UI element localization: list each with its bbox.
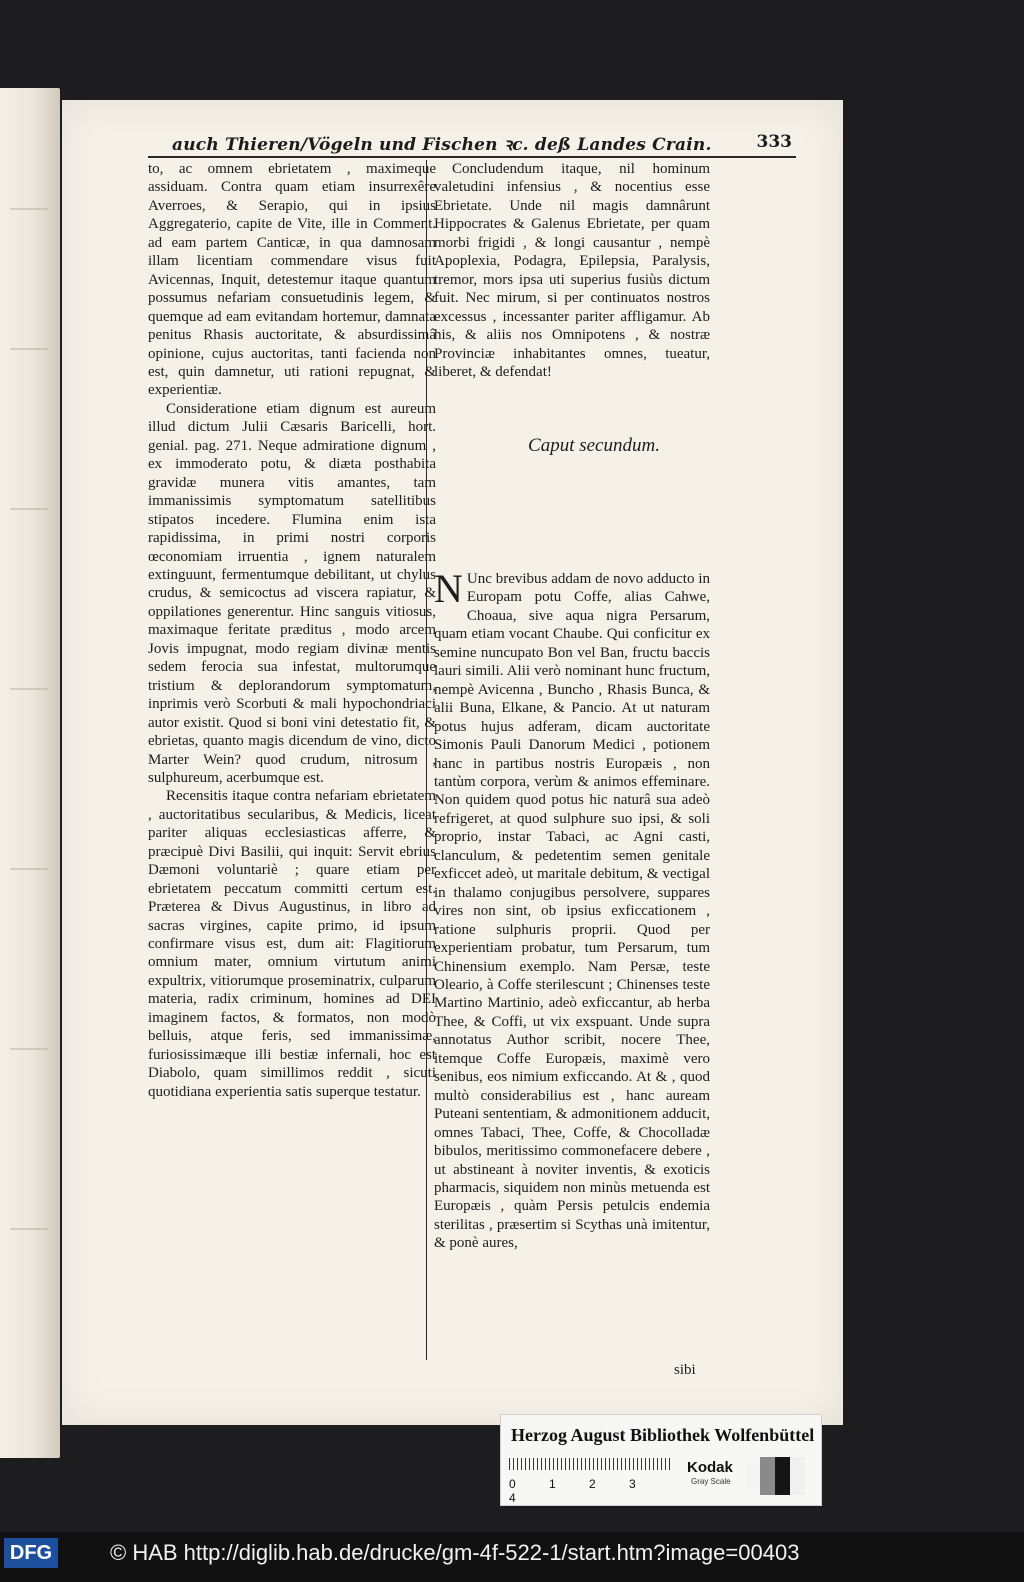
gray-scale-label: Gray Scale [691,1477,731,1486]
color-target [500,1414,822,1506]
right-column-top [434,160,710,381]
ruler-number: 2 [589,1477,596,1491]
ruler-scale [509,1455,677,1475]
right-paragraph-2 [434,566,710,1253]
running-head-title: auch Thieren/Vögeln und Fischen ꝛc. deß Landes Crain. [172,135,712,155]
left-paragraph-2: Consideratione etiam dignum est aureum illud dictum Julii Cæsaris Baricelli, hort. genial. pag. 271. Neque admiratione dignum , ex immoderato potu, & diæta posthabita gravidæ munera vitis amantes, tam immanissimis symptomatum satellitibus stipatos incedere. Flumina enim ista rapidissima, in primi nostri corporis œconomiam irruentia , ignem naturalem extinguunt, fermentumque debilitant, ut chylus crudus, & semicoctus ad viscera rapiatur, & oppilationes generentur. Hinc sanguis vitiosus, maximaque feritate præditus , modo arcem Jovis impugnat, modo regiam divinæ mentis sedem ferocia sua infestat, multorumque tristium & deplorandorum symptomatum, inprimis verò Scorbuti & mali hypochondriaci autor existit. Quod si boni vini detestatio fit, & ebrietas, quanto magis dicendum de vino, dicto Marter Wein? quod crudum, nitrosum , sulphureum, acerbumque est. [148,400,436,786]
drop-cap: N [434,566,463,611]
left-column [148,160,436,1101]
running-head [172,130,792,156]
right-column-bottom [434,566,710,1253]
ruler-number: 3 [629,1477,636,1491]
copyright-link[interactable]: © HAB http://diglib.hab.de/drucke/gm-4f-522-1/start.htm?image=00403 [110,1540,800,1565]
kodak-brand: Kodak [687,1459,733,1476]
catchword: sibi [674,1362,696,1378]
header-rule [148,156,796,158]
chapter-heading: Caput secundum. [528,435,660,456]
ruler-numbers [509,1477,677,1505]
left-paragraph-1: to, ac omnem ebrietatem , maximeque assiduam. Contra quam etiam insurrexêre Averroes, & Serapio, qui in ipsius Aggregaterio, capite de Vite, ille in Comment. ad eam partem Canticæ, in qua damnosam illam licentiam commendare visus fuit Avicennas, Inquit, detestemur itaque quantum possumus nefariam consuetudinis legem, & quemque ad eam evitandam hortemur, damnata penitus Rhasis auctoritate, & absurdissimâ opinione, cujus auctoritas, tanti facienda non est, quin damnetur, uti rationi repugnat, & experientiæ. [148,161,436,399]
gray-swatches [745,1457,805,1495]
dfg-logo: DFG [4,1538,58,1568]
book-page [62,100,843,1425]
adjacent-page-edge [0,88,60,1458]
ruler-number: 4 [509,1491,516,1505]
footer-bar [0,1532,1024,1582]
left-paragraph-3: Recensitis itaque contra nefariam ebrietatem , auctoritatibus secularibus, & Medicis, liceat pariter aliquas ecclesiasticas afferre, & præcipuè Divi Basilii, qui inquit: Servit ebrius Dæmoni voluntariè ; quare etiam per ebrietatem peccatum committi certum est. Præterea & Divus Augustinus, in libro ad sacras virgines, capite primo, id ipsum confirmare visus est, dum ait: Flagitiorum omnium mater, omnium virtutum animi expultrix, vitiorumque proseminatrix, culparum materia, radix criminum, homines ad DEI imaginem factos, & formatos, non modò belluis, atque feris, sed immanissimæ, furiosissimæque illi bestiæ infernali, hoc est Diabolo, quam simillimos reddit , sicuti quotidiana experientia satis superque testatur. [148,788,436,1100]
library-name: Herzog August Bibliothek Wolfenbüttel [511,1425,815,1445]
page-number: 333 [756,132,792,152]
right-paragraph-2-text: Unc brevibus addam de novo adducto in Europam potu Coffe, alias Cahwe, Choaua, sive aqua nigra Persarum, quam etiam vocant Chaube. Qui conficitur ex semine nuncupato Bon vel Ban, fructu baccis lauri simili. Alii verò nominant hunc fructum, nempè Avicenna , Buncho , Rhasis Bunca, & alii Buna, Elkane, & Pancio. At ut naturam potus hujus adferam, dicam auctoritate Simonis Pauli Danorum Medici , potionem hanc in partibus nostris Europæis , non tantùm corpora, verùm & animos effeminare. Non quidem quod potus hic naturâ sua adeò refrigeret, at quod sulphure suo ipsi, & soli proprio, instar Tabaci, ac Agni casti, clanculum, & pedetentim semen genitale exficcet adeò, ut maritale debitum, & vectigal in thalamo conjugibus persolvere, suppares vires non sint, ob ipsius exficcationem , ratione sulphuris proprii. Quod per experientiam probatur, tum Persarum, tum Chinensium exemplo. Nam Persæ, teste Oleario, à Coffe sterilescunt ; Chinenses teste Martino Martinio, adeò exficcantur, ab herba Thee, & Coffi, ut vix exspuant. Unde supra annotatus Author scribit, nocere Thee, itemque Coffe Europæis, maximè vero senibus, eos nimium exficcando. At & , quod multò considerabilius est , hanc auream Puteani sententiam, & admonitionem adducit, omnes Tabaci, Thee, Coffe, & Chocolladæ bibulos, meritissimo commonefacere debere , ut abstineant à noviter inventis, & exoticis pharmacis, siquidem non minùs metuenda est Europæis , quàm Persis petulcis endemia sterilitas , præsertim si Scythas unà imitentur, & ponè aures, [434,571,710,1252]
ruler-number: 1 [549,1477,556,1491]
ruler-number: 0 [509,1477,516,1491]
right-paragraph-1: Concludendum itaque, nil hominum valetudini infensius , & nocentius esse Ebrietate. Unde nil magis damnârunt Hippocrates & Galenus Ebrietate, per quam morbi frigidi , & longi causantur , nempè Apoplexia, Podagra, Epilepsia, Paralysis, tremor, mors ipsa uti superius fusiùs dictum fuit. Nec mirum, si per continuatos nostros excessus , incessanter pariter affligamur. Ab his, & aliis nos Omnipotens , & nostræ Provinciæ inhabitantes omnes, tueatur, liberet, & defendat! [434,161,710,380]
